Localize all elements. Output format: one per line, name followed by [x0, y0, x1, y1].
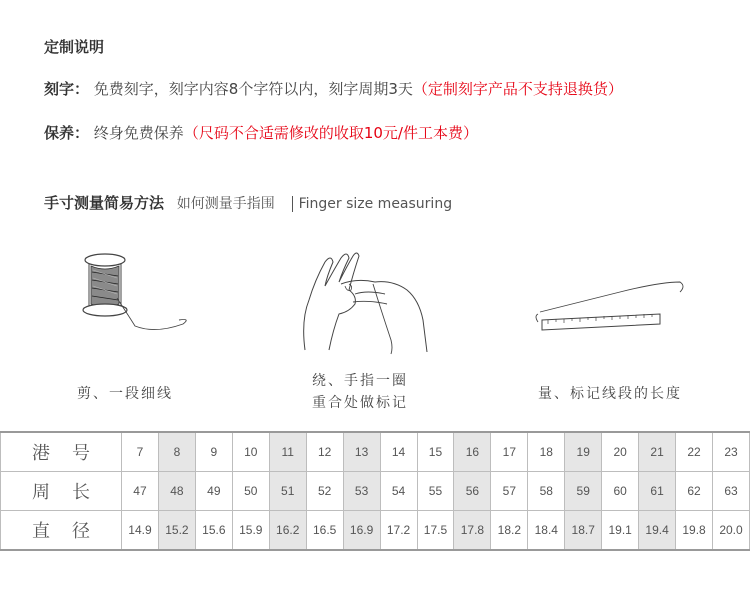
table-cell: 52	[306, 472, 343, 511]
thread-spool-icon	[75, 248, 205, 338]
table-cell: 14.9	[122, 511, 159, 551]
table-cell: 19.8	[676, 511, 713, 551]
table-cell: 21	[639, 432, 676, 472]
measure-english: Finger size measuring	[292, 196, 453, 212]
table-cell: 18.7	[565, 511, 602, 551]
table-cell: 58	[528, 472, 565, 511]
step2-caption-line1: 绕、手指一圈	[312, 373, 408, 389]
table-cell: 59	[565, 472, 602, 511]
table-row	[1, 472, 750, 511]
table-cell: 12	[306, 432, 343, 472]
engraving-note: （定制刻字产品不支持退换货）	[412, 80, 623, 98]
table-cell: 18.2	[491, 511, 528, 551]
measure-header	[44, 192, 452, 213]
table-cell: 19.1	[602, 511, 639, 551]
table-cell: 23	[713, 432, 750, 472]
table-cell: 54	[380, 472, 417, 511]
table-cell: 51	[269, 472, 306, 511]
maintenance-line	[44, 122, 478, 143]
table-cell: 17.5	[417, 511, 454, 551]
measure-subtitle: 如何测量手指围	[176, 196, 275, 212]
table-cell: 63	[713, 472, 750, 511]
table-cell: 22	[676, 432, 713, 472]
table-cell: 16.5	[306, 511, 343, 551]
custom-section-title: 定制说明	[44, 38, 105, 56]
table-cell: 17.8	[454, 511, 491, 551]
table-cell: 19	[565, 432, 602, 472]
maintenance-text: 终身免费保养	[93, 124, 184, 142]
table-cell: 47	[122, 472, 159, 511]
table-cell: 16.9	[343, 511, 380, 551]
maintenance-note: （尺码不合适需修改的收取10元/件工本费）	[183, 124, 478, 142]
table-cell: 14	[380, 432, 417, 472]
table-cell: 55	[417, 472, 454, 511]
table-cell: 7	[122, 432, 159, 472]
table-cell: 9	[195, 432, 232, 472]
table-cell: 50	[232, 472, 269, 511]
table-cell: 19.4	[639, 511, 676, 551]
table-cell: 49	[195, 472, 232, 511]
table-cell: 15.6	[195, 511, 232, 551]
table-cell: 16.2	[269, 511, 306, 551]
row-header: 直径	[1, 511, 122, 551]
row-header: 港号	[1, 432, 122, 472]
table-cell: 15.9	[232, 511, 269, 551]
table-cell: 62	[676, 472, 713, 511]
engraving-line	[44, 78, 623, 99]
step2-caption-line2: 重合处做标记	[312, 395, 408, 411]
maintenance-label: 保养：	[44, 124, 90, 142]
table-cell: 8	[158, 432, 195, 472]
hands-wrapping-icon	[295, 240, 435, 355]
table-cell: 60	[602, 472, 639, 511]
table-cell: 17.2	[380, 511, 417, 551]
engraving-label: 刻字：	[44, 80, 90, 98]
table-cell: 11	[269, 432, 306, 472]
measure-title: 手寸测量简易方法	[44, 194, 165, 212]
table-row	[1, 432, 750, 472]
engraving-text: 免费刻字，刻字内容8个字符以内，刻字周期3天	[93, 80, 413, 98]
table-cell: 57	[491, 472, 528, 511]
table-cell: 10	[232, 432, 269, 472]
table-cell: 20.0	[713, 511, 750, 551]
row-header: 周长	[1, 472, 122, 511]
table-cell: 56	[454, 472, 491, 511]
table-cell: 18.4	[528, 511, 565, 551]
table-cell: 17	[491, 432, 528, 472]
table-cell: 53	[343, 472, 380, 511]
size-table	[0, 431, 750, 551]
step3-caption: 量、标记线段的长度	[538, 386, 682, 402]
table-cell: 20	[602, 432, 639, 472]
ruler-icon	[520, 270, 690, 340]
table-cell: 15	[417, 432, 454, 472]
table-cell: 13	[343, 432, 380, 472]
table-row	[1, 511, 750, 551]
table-cell: 16	[454, 432, 491, 472]
table-cell: 18	[528, 432, 565, 472]
table-cell: 15.2	[158, 511, 195, 551]
table-cell: 48	[158, 472, 195, 511]
step2-caption	[285, 370, 435, 414]
step1-caption: 剪、一段细线	[77, 386, 173, 402]
table-cell: 61	[639, 472, 676, 511]
